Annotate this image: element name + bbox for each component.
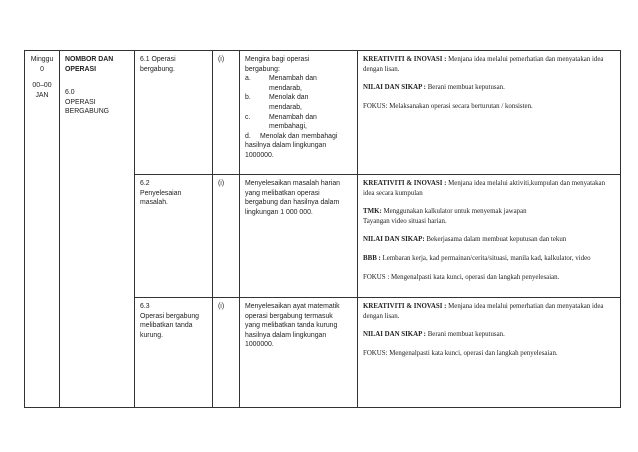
objective-line: hasilnya dalam lingkungan <box>245 331 327 339</box>
topic-code: 6.0 <box>65 89 75 97</box>
note-label: TMK: <box>363 208 382 216</box>
note-text: FOKUS : Mengenalpasti kata kunci, operasi dan langkah penyelesaian. <box>363 273 560 281</box>
list-item <box>245 93 352 112</box>
note-label: NILAI DAN SIKAP : <box>363 84 426 92</box>
objective-line: 1000000. <box>245 341 274 349</box>
list-item <box>245 132 352 142</box>
notes-cell <box>358 298 621 408</box>
objective-number: (i) <box>218 56 225 63</box>
note-label: KREATIVITI & INOVASI : <box>363 56 447 63</box>
note-label: NILAI DAN SIKAP : <box>363 331 426 339</box>
list-text: Menambah dan <box>269 113 317 121</box>
note-text: Menjana idea melalui pemerhatian dan menyatakan idea dengan lisan. <box>363 303 604 320</box>
note-text: FOKUS: Mengenalpasti kata kunci, operasi dan langkah penyelesaian. <box>363 349 558 357</box>
objective-num-cell <box>213 51 240 175</box>
note-label: KREATIVITI & INOVASI : <box>363 303 447 310</box>
standard-cell <box>135 175 213 298</box>
note-paragraph <box>363 102 615 112</box>
topic-title-2: OPERASI <box>65 65 97 73</box>
objective-line: lingkungan 1 000 000. <box>245 208 313 216</box>
note-paragraph <box>363 55 615 74</box>
objective-number: (i) <box>218 180 225 187</box>
list-label: a. <box>245 75 251 83</box>
objective-line: hasilnya dalam lingkungan <box>245 142 327 150</box>
objective-line: bergabung dan hasilnya dalam <box>245 199 340 207</box>
note-text: Bekerjasama dalam membuat keputusan dan tekun <box>424 236 567 244</box>
note-text: Lembaran kerja, kad permainan/cerita/situasi, manila kad, kalkulator, video <box>380 254 591 262</box>
note-paragraph <box>363 302 615 321</box>
note-paragraph <box>363 207 615 226</box>
objective-line: yang melibatkan tanda kurung <box>245 322 338 330</box>
note-paragraph <box>363 179 615 198</box>
standard-line: Operasi bergabung <box>140 312 199 320</box>
objective-cell <box>240 175 358 298</box>
standard-line: Penyelesaian <box>140 189 182 197</box>
week-dates: 00–00 <box>32 82 52 90</box>
list-text: mendarab, <box>269 103 302 111</box>
list-text: Menambah dan <box>269 75 317 83</box>
objective-line: operasi bergabung termasuk <box>245 312 333 320</box>
list-text: Menolak dan <box>269 94 309 102</box>
objective-num-cell <box>213 175 240 298</box>
standard-line: masalah. <box>140 199 168 207</box>
standard-line: 6.3 <box>140 303 150 310</box>
notes-cell <box>358 175 621 298</box>
standard-line: kurung. <box>140 331 163 339</box>
lesson-plan-table <box>24 50 621 408</box>
note-paragraph <box>363 349 615 359</box>
note-text: Berani membuat keputusan. <box>425 84 505 92</box>
note-label: NILAI DAN SIKAP: <box>363 236 425 244</box>
topic-name-2: BERGABUNG <box>65 108 110 116</box>
topic-name: OPERASI <box>65 98 96 106</box>
standard-line: bergabung. <box>140 65 175 73</box>
note-text: Menggunakan kalkulator untuk menyemak jawapan <box>381 208 527 216</box>
topic-title: NOMBOR DAN <box>65 56 114 63</box>
week-label: Minggu <box>30 56 54 63</box>
standard-line: melibatkan tanda <box>140 322 193 330</box>
list-label: b. <box>245 94 251 102</box>
standard-line: 6.1 Operasi <box>140 56 176 63</box>
note-label: BBB : <box>363 254 381 262</box>
list-item <box>245 113 352 132</box>
note-text: Menjana idea melalui aktiviti,kumpulan dan menyatakan idea secara kumpulan <box>363 180 606 197</box>
week-number: 0 <box>40 65 44 73</box>
note-paragraph <box>363 273 615 283</box>
objective-num-cell <box>213 298 240 408</box>
list-label: c. <box>245 113 251 121</box>
note-label: KREATIVITI & INOVASI : <box>363 180 447 187</box>
note-text: Tayangan video situasi harian. <box>363 217 447 225</box>
note-text: Berani membuat keputusan. <box>425 331 505 339</box>
objective-cell <box>240 51 358 175</box>
topic-cell <box>60 51 135 408</box>
note-paragraph <box>363 83 615 93</box>
note-paragraph <box>363 330 615 340</box>
objective-cell <box>240 298 358 408</box>
standard-cell <box>135 51 213 175</box>
note-paragraph <box>363 254 615 264</box>
list-text: mendarab, <box>269 84 302 92</box>
note-text: Menjana idea melalui pemerhatian dan menyatakan idea dengan lisan. <box>363 56 604 73</box>
objective-line: yang melibatkan operasi <box>245 189 320 197</box>
objective-line: Mengira bagi operasi <box>245 56 310 63</box>
note-text: FOKUS: Melaksanakan operasi secara berturutan / konsisten. <box>363 102 533 110</box>
standard-cell <box>135 298 213 408</box>
objective-line: Menyelesaikan masalah harian <box>245 180 340 187</box>
notes-cell <box>358 51 621 175</box>
objective-number: (i) <box>218 303 225 310</box>
week-cell <box>25 51 60 408</box>
list-text: membahagi, <box>269 123 307 131</box>
week-month: JAN <box>35 91 49 99</box>
list-label: d. <box>245 132 251 140</box>
table-row <box>25 51 621 175</box>
objective-line: Menyelesaikan ayat matematik <box>245 303 340 310</box>
note-paragraph <box>363 235 615 245</box>
objective-line: bergabung: <box>245 65 280 73</box>
list-item <box>245 74 352 93</box>
list-text: Menolak dan membahagi <box>260 132 338 140</box>
standard-line: 6.2 <box>140 180 150 187</box>
objective-line: 1000000. <box>245 151 274 159</box>
